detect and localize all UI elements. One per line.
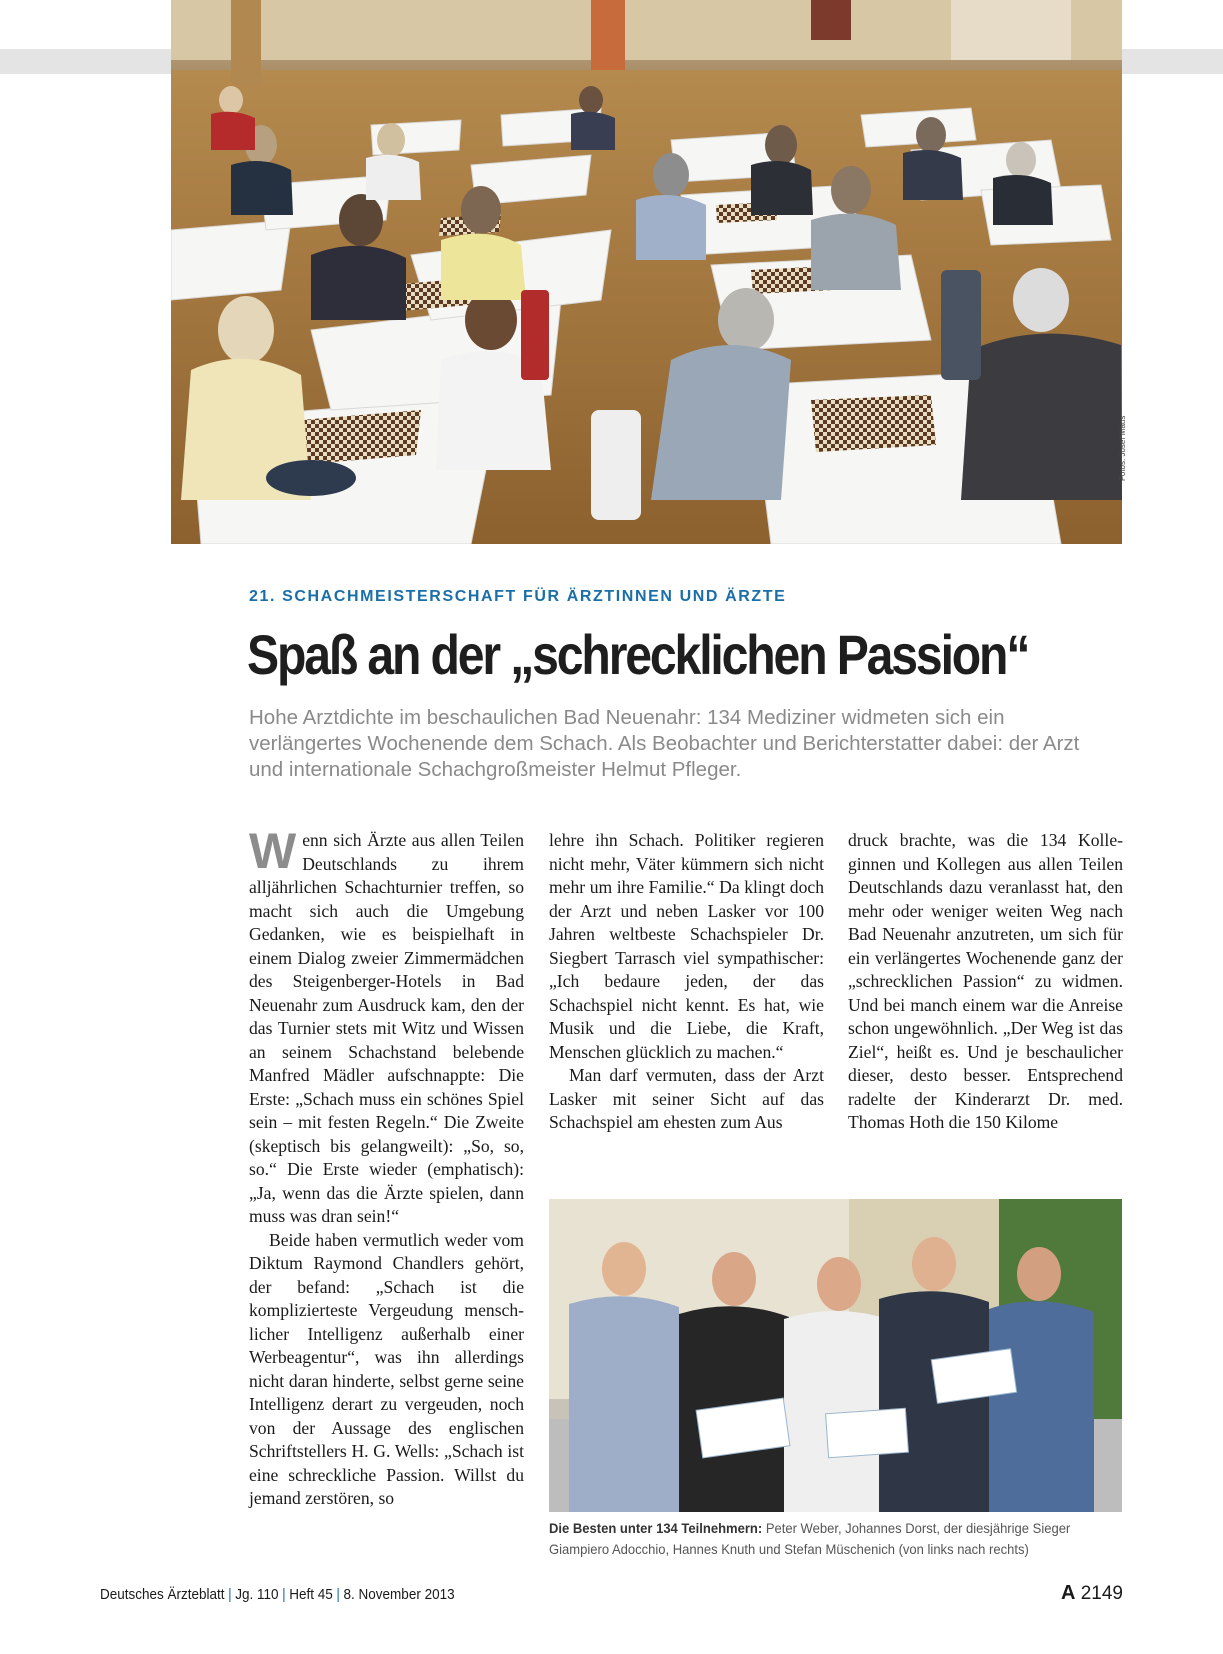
footer-date: 8. November 2013 xyxy=(343,1586,455,1603)
caption-text: Peter Weber, Johannes Dorst, der diesjährige Sieger Giampiero Adocchio, Hannes Knuth und Stefan Müschenich (von links nach rechts) xyxy=(549,1520,1071,1557)
page-prefix: A xyxy=(1060,1582,1076,1604)
page-number-value: 2149 xyxy=(1080,1583,1123,1604)
body-column-1 xyxy=(249,823,524,1511)
header-band-right xyxy=(1122,49,1223,74)
header-band-left xyxy=(0,49,172,74)
footer-issue: Heft 45 xyxy=(289,1586,333,1603)
article-headline: Spaß an der „schrecklichen Passion“ xyxy=(247,623,1029,686)
group-photo-winners xyxy=(549,1199,1122,1512)
page-footer xyxy=(100,1586,455,1603)
photo-credit: Fotos: Josef Maus xyxy=(1118,415,1127,481)
article-kicker: 21. SCHACHMEISTERSCHAFT FÜR ÄRZTINNEN UND ÄRZTE xyxy=(249,588,787,605)
footer-separator: | xyxy=(228,1586,232,1603)
body-column-2 xyxy=(549,829,824,1135)
page-number xyxy=(1061,1582,1123,1605)
body-paragraph: enn sich Ärzte aus allen Teilen Deutschlands zu ihrem alljährlichen Schachturnier treffen, so macht sich auch die Umgebung Gedanken, wie es beispielhaft in einem Dialog zweier Zimmermädchen des Steigenberger-Hotels in Bad Neuenahr zum Ausdruck kam, den der das Turnier stets mit Witz und Wissen an seinem Schachstand belebende Manfred Mädler aufschnappte: Die Erste: „Schach muss ein schönes Spiel sein – mit festen Regeln.“ Die Zweite (skeptisch bis gelangweilt): „So, so, so.“ Die Erste wieder (emphatisch): „Ja, wenn das die Ärzte spielen, dann muss was dran sein!“ xyxy=(249,830,524,1226)
body-paragraph: Man darf vermuten, dass der Arzt Lasker mit seiner Sicht auf das Schachspiel am ehesten zum Aus xyxy=(549,1065,824,1132)
photo-caption xyxy=(549,1518,1121,1560)
body-column-3 xyxy=(848,829,1123,1135)
body-paragraph: druck brachte, was die 134 Kolleginnen und Kollegen aus allen Teilen Deutschlands dazu veranlasst hat, den mehr oder weniger weiten Weg nach Bad Neuenahr anzutreten, um sich für ein verlängertes Wochenende ganz der „schrecklichen Passion“ zu widmen. Und bei manch einem war die Anreise schon ungewöhnlich. „Der Weg ist das Ziel“, heißt es. Und je beschaulicher dieser, desto besser. Entsprechend radelte der Kinderarzt Dr. med. Thomas Hoth die 150 Kilome xyxy=(848,830,1123,1132)
drop-cap: W xyxy=(249,823,297,879)
hero-photo-chess-hall xyxy=(171,0,1122,544)
footer-separator: | xyxy=(282,1586,286,1603)
body-paragraph: lehre ihn Schach. Politiker regieren nicht mehr, Väter kümmern sich nicht mehr um ihre Familie.“ Da klingt doch der Arzt und neben Lasker vor 100 Jahren weltbeste Schachspieler Dr. Siegbert Tarrasch viel sympathischer: „Ich bedaure jeden, der das Schachspiel nicht kennt. Es hat, wie Musik und die Liebe, die Kraft, Menschen glücklich zu machen.“ xyxy=(549,830,824,1062)
footer-volume: Jg. 110 xyxy=(235,1586,279,1603)
caption-bold: Die Besten unter 134 Teilnehmern: xyxy=(549,1520,763,1536)
body-paragraph: Beide haben vermutlich weder vom Diktum Raymond Chandlers gehört, der befand: „Schach ist die komplizierteste Vergeudung menschlicher Intelligenz außerhalb einer Werbeagentur“, was ihn allerdings nicht daran hinderte, selbst gerne seine Intelligenz derart zu vergeuden, noch von der Aussage des englischen Schriftstellers H. G. Wells: „Schach ist eine schreckliche Passion. Willst du jemand zerstören, so xyxy=(249,1229,524,1508)
footer-journal: Deutsches Ärzteblatt xyxy=(100,1586,225,1603)
footer-separator: | xyxy=(336,1586,340,1603)
article-lead: Hohe Arztdichte im beschaulichen Bad Neuenahr: 134 Mediziner widmeten sich ein verlängertes Wochenende dem Schach. Als Beobachter und Berichterstatter dabei: der Arzt und internationale Schachgroßmeister Helmut Pfleger. xyxy=(249,706,1080,781)
